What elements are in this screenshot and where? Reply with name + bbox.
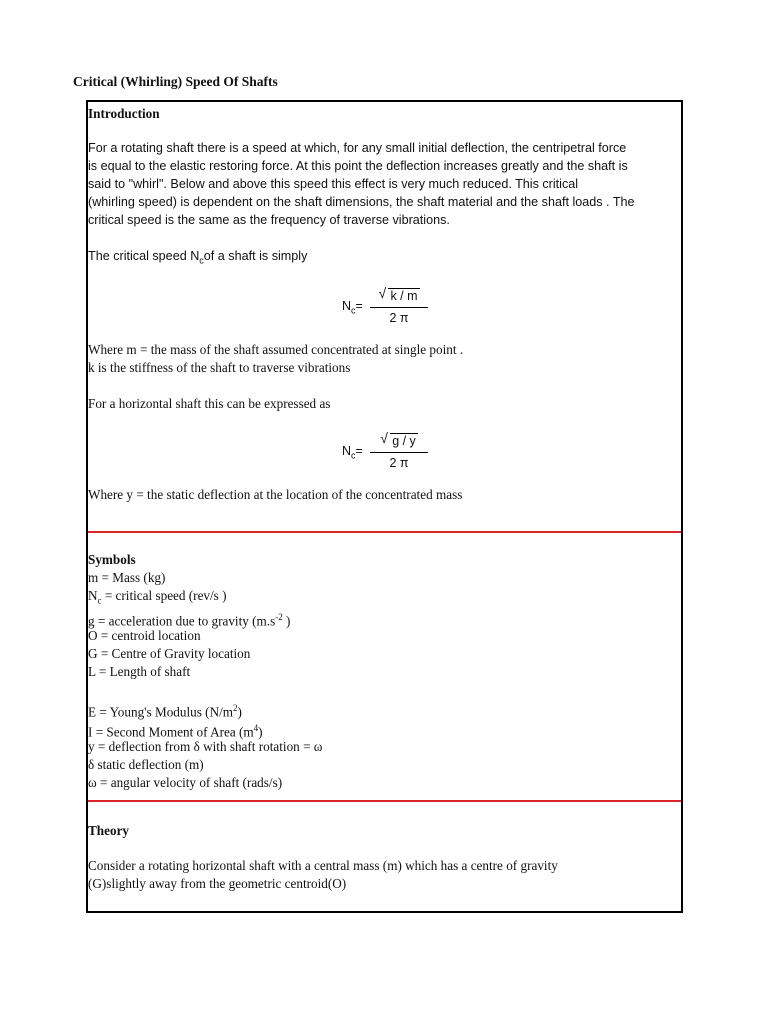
page-title: Critical (Whirling) Speed Of Shafts [73,74,278,89]
symbol-nc: $N_c$ = critical speed (rev/s ) [88,588,227,606]
where-k-text: k is the stiffness of the shaft to traverse vibrations [88,360,351,375]
theory-heading: Theory [88,823,130,838]
intro-paragraph-line-3: said to "whirl". Below and above this speed this effect is very much reduced. This critical [88,177,579,191]
fraction-bar [370,307,428,308]
symbol-g: g = acceleration due to gravity ($m.s^{-2}$ ) [88,612,291,629]
symbols-heading: Symbols [88,552,136,567]
section-divider [88,800,681,802]
where-m-text: Where m = the mass of the shaft assumed concentrated at single point . [88,342,464,357]
intro-paragraph-line-1: For a rotating shaft there is a speed at which, for any small initial deflection, the centripetral force [88,141,627,155]
theory-line-2: (G)slightly away from the geometric centroid(O) [88,876,347,891]
square-root-icon: √ g / y [380,430,416,448]
intro-paragraph-line-2: is equal to the elastic restoring force. At this point the deflection increases greatly and the shaft is [88,159,628,173]
symbol-omega: ω = angular velocity of shaft (rads/s) [88,775,283,790]
introduction-heading: Introduction [88,106,160,121]
document-box: Introduction For a rotating shaft there is a speed at which, for any small initial deflection, the centripetral force is equal to the elastic restoring force. At this point the deflection increases greatly and the shaft is said to "whirl". Below and above this speed this effect is very much reduced. This critical (whirling speed) is dependent on the shaft dimensions, the shaft material and the shaft loads . The critical speed is the same as the frequency of traverse vibrations. The critical speed $N_cof$ a shaft is simply $N_c=$ √ k / m 2 π Where m = the mass of the shaft assumed concentrated at single point . k is the stiffness of the shaft to traverse vibrations For a horizontal shaft this can be expressed as $N_c=$ √ g / y 2 π Where y = the static deflection at the location of the concentrated mass Symbols m = Mass (kg) $N_c$ = critical speed (rev/s ) g = acceleration due to gravity ($m.s^{-2}$ ) O = centroid location G = Centre of Gravity location L = Length of shaft E = Young's Modulus $(N/m^2)$ I = Second Moment of Area $(m^4)$ y = deflection from δ with shaft rotation = ω δ static deflection (m) ω = angular velocity of shaft (rads/s) Theory Consider a rotating horizontal shaft with a central mass (m) which has a centre of gravity (G)slightly away from the geometric centroid(O) [86,100,683,913]
symbol-L: L = Length of shaft [88,664,191,679]
symbol-y: y = deflection from δ with shaft rotation = ω [88,739,323,754]
theory-line-1: Consider a rotating horizontal shaft with a central mass (m) which has a centre of gravity [88,858,558,873]
intro-paragraph-line-4: (whirling speed) is dependent on the shaft dimensions, the shaft material and the shaft loads . The [88,195,635,209]
fraction-bar [370,452,428,453]
symbol-G: G = Centre of Gravity location [88,646,251,661]
symbol-I: I = Second Moment of Area $(m^4)$ [88,723,263,740]
horizontal-shaft-text: For a horizontal shaft this can be expressed as [88,396,331,411]
where-y-text: Where y = the static deflection at the location of the concentrated mass [88,487,463,502]
section-divider [88,531,681,533]
symbol-m: m = Mass (kg) [88,570,166,585]
square-root-icon: √ k / m [378,285,418,303]
symbol-E: E = Young's Modulus $(N/m^2)$ [88,703,242,720]
critical-speed-intro: The critical speed $N_cof$ a shaft is simply [88,249,308,266]
symbol-o: O = centroid location [88,628,201,643]
intro-paragraph-line-5: critical speed is the same as the frequency of traverse vibrations. [88,213,450,227]
symbol-delta: δ static deflection (m) [88,757,204,772]
